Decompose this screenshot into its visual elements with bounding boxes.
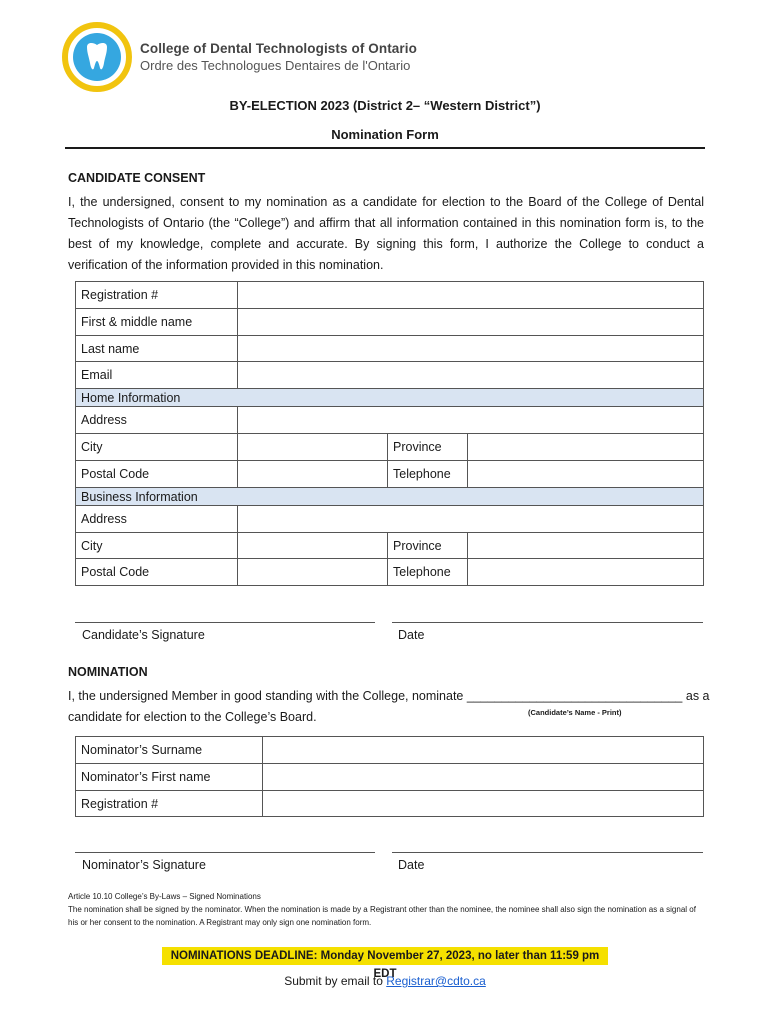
table-row [76, 533, 704, 559]
form-name: Nomination Form [331, 127, 439, 142]
logo-name-english: College of Dental Technologists of Ontario [140, 41, 417, 56]
home-telephone-label: Telephone [388, 461, 468, 488]
nomination-text-suffix: as a [685, 689, 710, 703]
table-row [76, 309, 704, 336]
nominee-name-caption: (Candidate’s Name - Print) [528, 708, 622, 717]
home-city-field[interactable] [238, 434, 388, 461]
business-postal-code-label: Postal Code [76, 559, 238, 586]
nominator-first-name-label: Nominator’s First name [76, 764, 263, 791]
home-information-section: Home Information [76, 389, 704, 407]
home-postal-code-field[interactable] [238, 461, 388, 488]
nomination-heading: NOMINATION [68, 665, 148, 679]
table-row [76, 389, 704, 407]
business-telephone-field[interactable] [468, 559, 704, 586]
business-province-field[interactable] [468, 533, 704, 559]
business-province-label: Province [388, 533, 468, 559]
registration-field[interactable] [238, 282, 704, 309]
candidate-consent-heading: CANDIDATE CONSENT [68, 171, 206, 185]
first-middle-name-label: First & middle name [76, 309, 238, 336]
business-address-field[interactable] [238, 506, 704, 533]
first-middle-name-field[interactable] [238, 309, 704, 336]
candidate-consent-text: I, the undersigned, consent to my nomination as a candidate for election to the Board of the College of Dental Technologists of Ontario (the “College”) and affirm that all information contained in this nomination form is, to the best of my knowledge, complete and accurate. By signing this form, I authorize the College to conduct a verification of the information provided in this nomination. [68, 195, 704, 272]
nominator-registration-field[interactable] [263, 791, 704, 817]
registration-label: Registration # [76, 282, 238, 309]
nomination-line-1 [68, 689, 708, 703]
table-row [76, 764, 704, 791]
table-row [76, 407, 704, 434]
document-title: BY-ELECTION 2023 (District 2– “Western District”) [229, 98, 541, 113]
business-information-section: Business Information [76, 488, 704, 506]
bylaw-note [68, 890, 708, 929]
submit-prefix: Submit by email to [284, 974, 387, 988]
last-name-label: Last name [76, 336, 238, 362]
email-label: Email [76, 362, 238, 389]
title-divider [65, 147, 705, 149]
email-field[interactable] [238, 362, 704, 389]
table-row [76, 362, 704, 389]
nominator-signature-label: Nominator’s Signature [82, 858, 206, 872]
business-telephone-label: Telephone [388, 559, 468, 586]
table-row [76, 461, 704, 488]
home-province-label: Province [388, 434, 468, 461]
nominations-deadline: NOMINATIONS DEADLINE: Monday November 27, 2023, no later than 11:59 pm EDT [162, 947, 608, 965]
logo-tooth-icon [73, 33, 121, 81]
nominator-date-line[interactable] [392, 852, 703, 853]
home-city-label: City [76, 434, 238, 461]
home-postal-code-label: Postal Code [76, 461, 238, 488]
candidate-signature-label: Candidate’s Signature [82, 628, 205, 642]
business-postal-code-field[interactable] [238, 559, 388, 586]
bylaw-text: The nomination shall be signed by the nominator. When the nomination is made by a Registrant other than the nominee, the nominee shall also sign the nomination as a signal of his or her consent to the nomination. A Registrant may only sign one nomination form. [68, 905, 696, 927]
table-row [76, 506, 704, 533]
nominator-signature-line[interactable] [75, 852, 375, 853]
table-row [76, 737, 704, 764]
nomination-text-prefix: I, the undersigned Member in good standing with the College, nominate [68, 689, 464, 703]
logo-name-french: Ordre des Technologues Dentaires de l'Ontario [140, 58, 411, 73]
home-telephone-field[interactable] [468, 461, 704, 488]
table-row [76, 488, 704, 506]
nominator-surname-label: Nominator’s Surname [76, 737, 263, 764]
last-name-field[interactable] [238, 336, 704, 362]
home-province-field[interactable] [468, 434, 704, 461]
candidate-info-table [75, 281, 704, 586]
home-address-label: Address [76, 407, 238, 434]
home-address-field[interactable] [238, 407, 704, 434]
nomination-line-2: candidate for election to the College’s Board. [68, 710, 317, 724]
candidate-date-label: Date [398, 628, 425, 642]
business-address-label: Address [76, 506, 238, 533]
nominator-first-name-field[interactable] [263, 764, 704, 791]
submit-instructions [0, 974, 770, 988]
nominator-date-label: Date [398, 858, 425, 872]
registrar-email-link[interactable]: Registrar@cdto.ca [386, 974, 486, 988]
table-row [76, 559, 704, 586]
nominator-info-table [75, 736, 704, 817]
nominee-name-blank[interactable]: _______________________________ [466, 689, 683, 703]
candidate-date-line[interactable] [392, 622, 703, 623]
bylaw-title: Article 10.10 College’s By-Laws – Signed Nominations [68, 892, 261, 901]
table-row [76, 791, 704, 817]
nominator-surname-field[interactable] [263, 737, 704, 764]
nominator-registration-label: Registration # [76, 791, 263, 817]
table-row [76, 434, 704, 461]
table-row [76, 336, 704, 362]
table-row [76, 282, 704, 309]
candidate-signature-line[interactable] [75, 622, 375, 623]
business-city-field[interactable] [238, 533, 388, 559]
business-city-label: City [76, 533, 238, 559]
